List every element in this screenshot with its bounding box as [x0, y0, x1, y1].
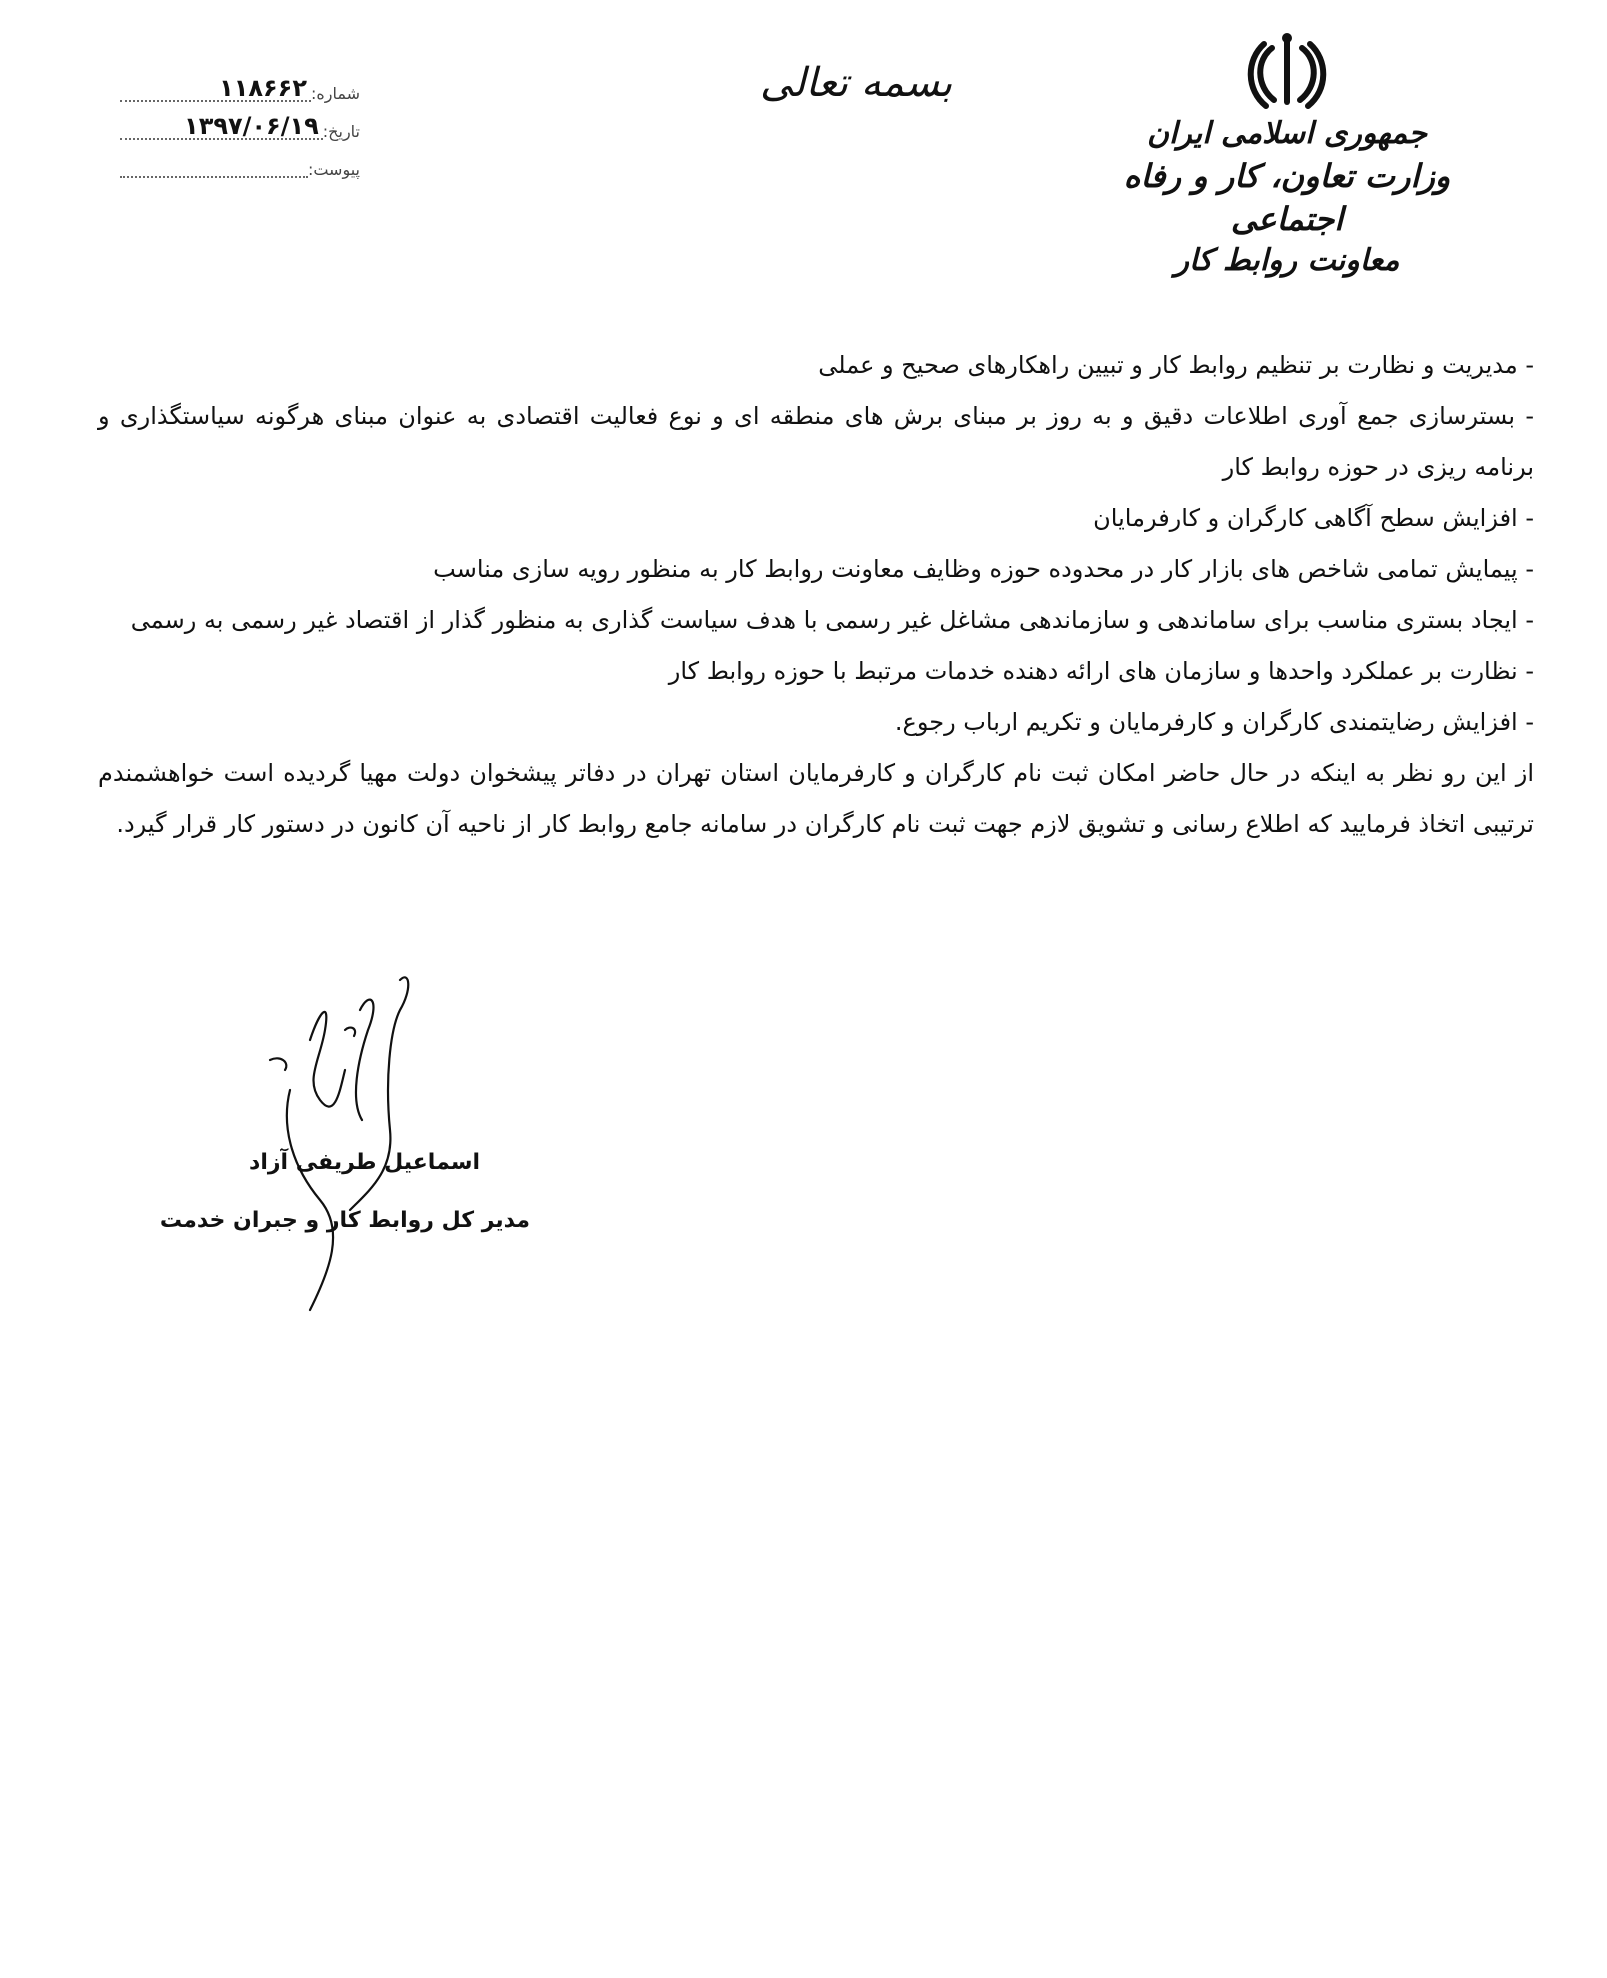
list-item: - نظارت بر عملکرد واحدها و سازمان های ارائه دهنده خدمات مرتبط با حوزه روابط کار: [668, 657, 1534, 685]
list-item: - پیمایش تمامی شاخص های بازار کار در محدوده حوزه وظایف معاونت روابط کار به منظور رویه سازی مناسب: [433, 555, 1534, 583]
letterhead: [1107, 30, 1467, 281]
date-row: [120, 102, 360, 140]
signature-block: [159, 970, 560, 1340]
closing-paragraph: از این رو نظر به اینکه در حال حاضر امکان ثبت نام کارگران و کارفرمایان استان تهران در دفاتر پیشخوان دولت مهیا گردیده است خواهشمندم ترتیبی اتخاذ فرمایید که اطلاع رسانی و تشویق لازم جهت ثبت نام کارگران در سامانه جامع روابط کار از ناحیه آن کانون در دستور کار قرار گیرد.: [98, 759, 1534, 838]
iran-emblem-icon: [1242, 30, 1332, 110]
letter-body: [98, 340, 1534, 850]
date-label: تاریخ:: [322, 122, 360, 141]
letter-meta: [120, 64, 360, 178]
handwritten-signature: [250, 970, 470, 1320]
number-row: [120, 64, 360, 102]
attachment-value: [120, 154, 308, 178]
signer-title: مدیر کل روابط کار و جبران خدمت: [159, 1208, 530, 1233]
letterhead-ministry: وزارت تعاون، کار و رفاه اجتماعی: [1123, 156, 1451, 238]
letterhead-country: جمهوری اسلامی ایران: [1146, 116, 1428, 151]
attachment-row: [120, 140, 360, 178]
number-label: شماره:: [310, 84, 360, 103]
attachment-label: پیوست:: [307, 160, 360, 179]
signer-name: اسماعیل طریفی آزاد: [249, 1150, 480, 1175]
list-item: - افزایش رضایتمندی کارگران و کارفرمایان و تکریم ارباب رجوع.: [894, 708, 1534, 736]
invocation-heading: بسمه تعالی: [760, 60, 953, 106]
list-item: - بسترسازی جمع آوری اطلاعات دقیق و به روز بر مبنای برش های منطقه ای و نوع فعالیت اقتصادی به عنوان مبنای هرگونه سیاستگذاری و برنامه ریزی در حوزه روابط کار: [98, 402, 1534, 481]
list-item: - ایجاد بستری مناسب برای ساماندهی و سازماندهی مشاغل غیر رسمی با هدف سیاست گذاری به منظور گذار از اقتصاد غیر رسمی به رسمی: [130, 606, 1534, 634]
date-value: ۱۳۹۷/۰۶/۱۹: [120, 114, 323, 140]
list-item: - مدیریت و نظارت بر تنظیم روابط کار و تبیین راهکارهای صحیح و عملی: [818, 351, 1534, 379]
number-value: ۱۱۸۶۶۲: [120, 76, 311, 102]
list-item: - افزایش سطح آگاهی کارگران و کارفرمایان: [1093, 504, 1534, 532]
letterhead-department: معاونت روابط کار: [1174, 242, 1400, 278]
